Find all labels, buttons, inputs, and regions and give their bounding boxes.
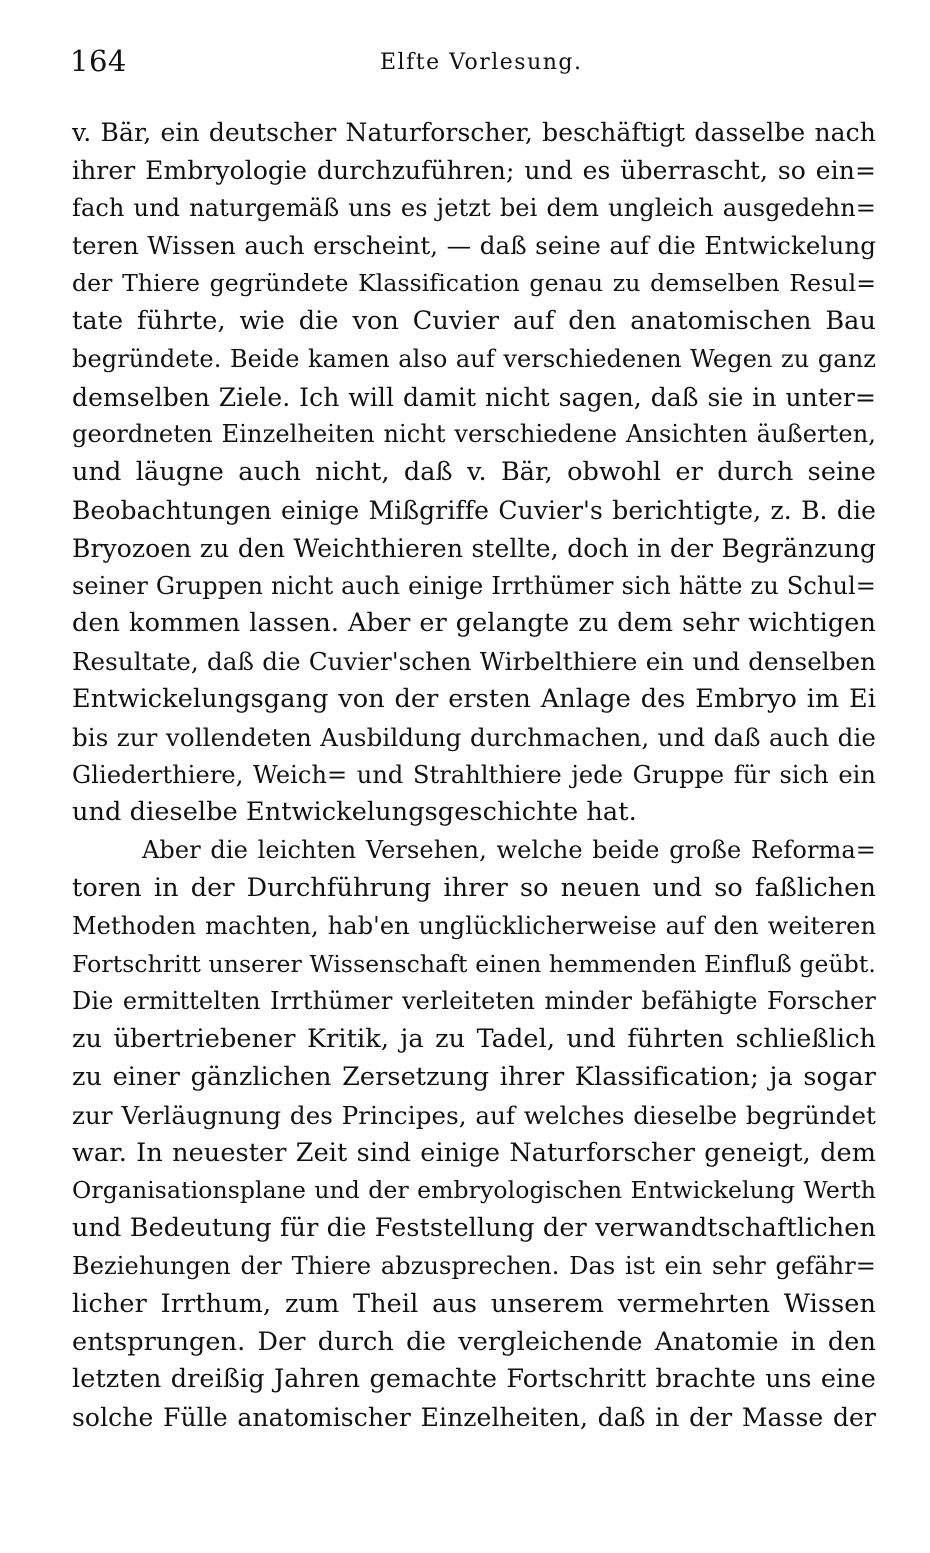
text-line: Resultate, daß die Cuvier'schen Wirbelthiere ein und denselben — [72, 647, 876, 677]
text-line: Fortschritt unserer Wissenschaft einen hemmenden Einfluß geübt. — [72, 949, 876, 978]
text-line: war. In neuester Zeit sind einige Naturforscher geneigt, dem — [72, 1137, 876, 1168]
text-line: begründete. Beide kamen also auf verschiedenen Wegen zu ganz — [72, 344, 876, 373]
text-line: fach und naturgemäß uns es jetzt bei dem ungleich ausgedehn= — [72, 193, 876, 222]
text-line: letzten dreißig Jahren gemachte Fortschritt brachte uns eine — [72, 1364, 876, 1395]
text-line: Entwickelungsgang von der ersten Anlage des Embryo im Ei — [72, 683, 876, 714]
text-line: geordneten Einzelheiten nicht verschiedene Ansichten äußerten, — [72, 420, 876, 449]
page-header — [70, 44, 880, 84]
text-line: demselben Ziele. Ich will damit nicht sagen, daß sie in unter= — [72, 382, 876, 412]
text-line: bis zur vollendeten Ausbildung durchmachen, und daß auch die — [72, 722, 876, 752]
text-line: Methoden machten, hab'en unglücklicherweise auf den weiteren — [72, 911, 876, 940]
text-line: Die ermittelten Irrthümer verleiteten minder befähigte Forscher — [72, 987, 876, 1016]
text-line: zur Verläugnung des Principes, auf welches dieselbe begründet — [72, 1100, 876, 1130]
text-line: Aber die leichten Versehen, welche beide große Reforma= — [142, 836, 876, 865]
text-line: licher Irrthum, zum Theil aus unserem vermehrten Wissen — [72, 1288, 876, 1319]
text-line: zu übertriebener Kritik, ja zu Tadel, und führten schließlich — [72, 1024, 876, 1055]
text-line: solche Fülle anatomischer Einzelheiten, daß in der Masse der — [72, 1403, 876, 1433]
text-line: und dieselbe Entwickelungsgeschichte hat. — [72, 797, 637, 828]
text-line: tate führte, wie die von Cuvier auf den anatomischen Bau — [72, 305, 876, 336]
text-line: der Thiere gegründete Klassification genau zu demselben Resul= — [72, 269, 876, 298]
text-line: Beziehungen der Thiere abzusprechen. Das ist ein sehr gefähr= — [72, 1251, 876, 1280]
text-line: ihrer Embryologie durchzuführen; und es überrascht, so ein= — [72, 155, 876, 185]
text-line: seiner Gruppen nicht auch einige Irrthümer sich hätte zu Schul= — [72, 571, 876, 600]
text-line: Bryozoen zu den Weichthieren stellte, doch in der Begränzung — [72, 533, 876, 563]
running-title: Elfte Vorlesung. — [380, 50, 583, 75]
text-line: den kommen lassen. Aber er gelangte zu dem sehr wichtigen — [72, 608, 876, 639]
text-line: zu einer gänzlichen Zersetzung ihrer Klassification; ja sogar — [72, 1061, 876, 1092]
text-line: Organisationsplane und der embryologischen Entwickelung Werth — [72, 1176, 876, 1205]
body-text — [72, 114, 876, 1437]
text-line: und Bedeutung für die Feststellung der verwandtschaftlichen — [72, 1213, 876, 1244]
text-line: Beobachtungen einige Mißgriffe Cuvier's berichtigte, z. B. die — [72, 495, 876, 525]
page-number: 164 — [70, 44, 127, 78]
text-line: toren in der Durchführung ihrer so neuen und so faßlichen — [72, 872, 876, 903]
text-line: und läugne auch nicht, daß v. Bär, obwohl er durch seine — [72, 457, 876, 488]
text-line: entsprungen. Der durch die vergleichende Anatomie in den — [72, 1326, 876, 1357]
text-line: teren Wissen auch erscheint, — daß seine auf die Entwickelung — [72, 231, 876, 261]
text-line: Gliederthiere, Weich= und Strahlthiere jede Gruppe für sich ein — [72, 760, 876, 789]
text-line: v. Bär, ein deutscher Naturforscher, beschäftigt dasselbe nach — [72, 118, 876, 147]
